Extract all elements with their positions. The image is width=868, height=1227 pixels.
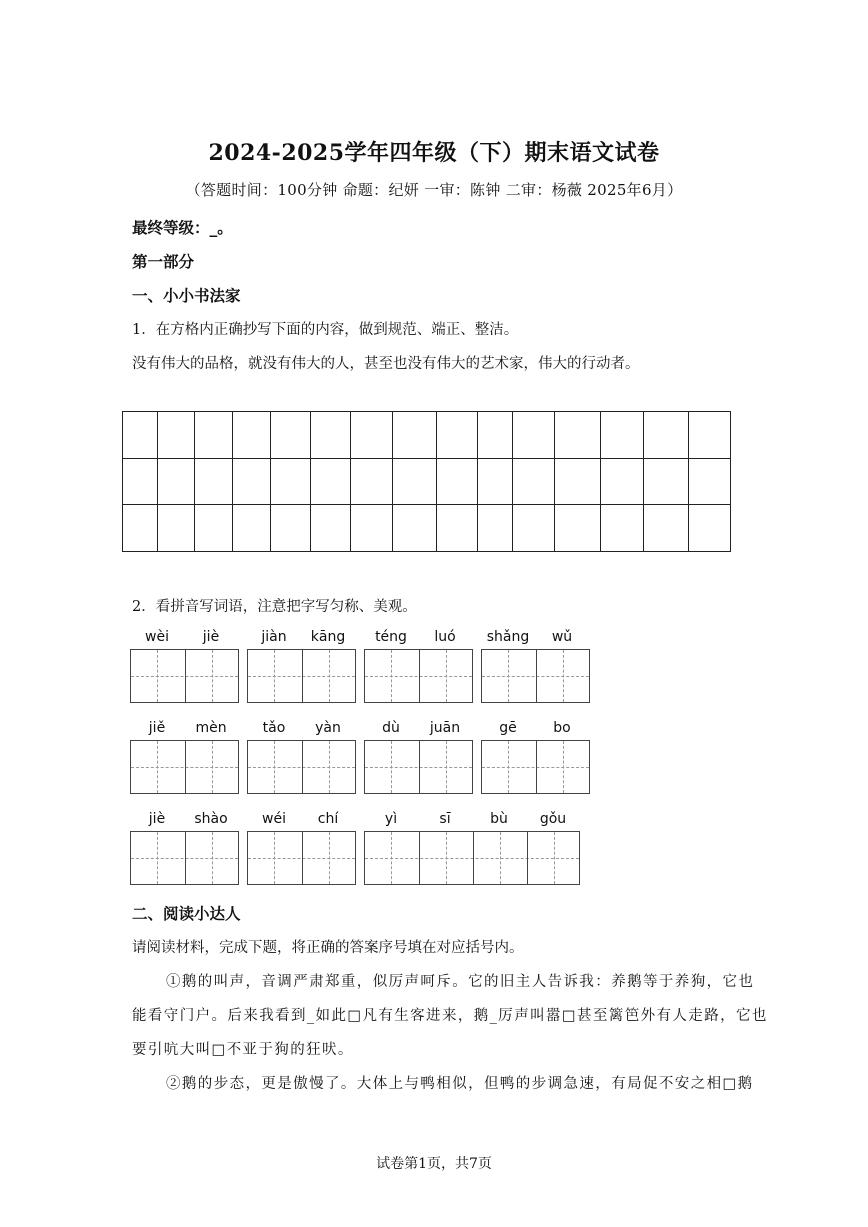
writing-box[interactable] <box>364 649 473 703</box>
passage-line: 要引吭大叫□不亚于狗的狂吠。 <box>132 1042 354 1058</box>
grid-row <box>123 458 731 505</box>
pinyin-label: jiè <box>202 629 220 645</box>
question-2-prompt: 2．看拼音写词语，注意把字写匀称、美观。 <box>132 599 417 615</box>
pinyin-label: tǎo <box>262 720 286 736</box>
writing-box[interactable] <box>481 740 590 794</box>
section-two-heading: 二、阅读小达人 <box>132 904 241 923</box>
pinyin-label: jiàn <box>261 629 287 645</box>
pinyin-label: sī <box>439 811 451 827</box>
writing-box[interactable] <box>364 740 473 794</box>
writing-box[interactable] <box>247 740 356 794</box>
pinyin-label: wéi <box>262 811 286 827</box>
exam-info: （答题时间：100分钟 命题：纪妍 一审：陈钟 二审：杨薇 2025年6月） <box>185 181 683 199</box>
grid-row <box>123 505 731 552</box>
pinyin-label: shǎng <box>486 629 530 645</box>
writing-box[interactable] <box>130 649 239 703</box>
pinyin-label: kāng <box>310 629 346 645</box>
page-title: 2024-2025学年四年级（下）期末语文试卷 <box>208 140 660 166</box>
page-footer: 试卷第1页，共7页 <box>376 1156 492 1172</box>
pinyin-row-3 <box>130 811 600 891</box>
pinyin-label: wǔ <box>551 629 573 645</box>
section-one-heading: 一、小小书法家 <box>132 286 241 305</box>
calligraphy-grid <box>122 411 731 552</box>
pinyin-label: téng <box>375 629 407 645</box>
reading-instruction: 请阅读材料，完成下题，将正确的答案序号填在对应括号内。 <box>132 940 524 956</box>
writing-box[interactable] <box>364 831 580 885</box>
pinyin-label: mèn <box>195 720 227 736</box>
grid-row <box>123 412 731 459</box>
passage-line: ①鹅的叫声，音调严肃郑重，似厉声呵斥。它的旧主人告诉我：养鹅等于养狗，它也 <box>166 974 755 990</box>
writing-box[interactable] <box>130 831 239 885</box>
question-1-text: 没有伟大的品格，就没有伟大的人，甚至也没有伟大的艺术家，伟大的行动者。 <box>132 356 640 372</box>
pinyin-label: jiě <box>148 720 166 736</box>
pinyin-label: shào <box>194 811 228 827</box>
writing-box[interactable] <box>247 831 356 885</box>
pinyin-label: bo <box>553 720 571 736</box>
pinyin-row-1 <box>130 629 600 709</box>
pinyin-label: gē <box>499 720 517 736</box>
writing-box[interactable] <box>481 649 590 703</box>
pinyin-label: chí <box>317 811 339 827</box>
pinyin-row-2 <box>130 720 600 800</box>
part-one-heading: 第一部分 <box>132 252 195 271</box>
pinyin-label: yàn <box>315 720 341 736</box>
pinyin-label: juān <box>429 720 461 736</box>
grade-line: 最终等级：_。 <box>132 218 233 237</box>
passage-line: 能看守门户。后来我看到_如此□凡有生客进来，鹅_厉声叫嚣□甚至篱笆外有人走路，它也 <box>132 1008 768 1024</box>
pinyin-label: jiè <box>148 811 166 827</box>
pinyin-label: gǒu <box>539 811 567 827</box>
writing-box[interactable] <box>130 740 239 794</box>
pinyin-label: luó <box>434 629 456 645</box>
pinyin-label: dù <box>382 720 400 736</box>
question-1-prompt: 1．在方格内正确抄写下面的内容，做到规范、端正、整洁。 <box>132 322 519 338</box>
pinyin-label: wèi <box>145 629 169 645</box>
passage-line: ②鹅的步态，更是傲慢了。大体上与鸭相似，但鸭的步调急速，有局促不安之相□鹅 <box>166 1076 754 1092</box>
pinyin-label: bù <box>490 811 508 827</box>
pinyin-label: yì <box>384 811 398 827</box>
writing-box[interactable] <box>247 649 356 703</box>
